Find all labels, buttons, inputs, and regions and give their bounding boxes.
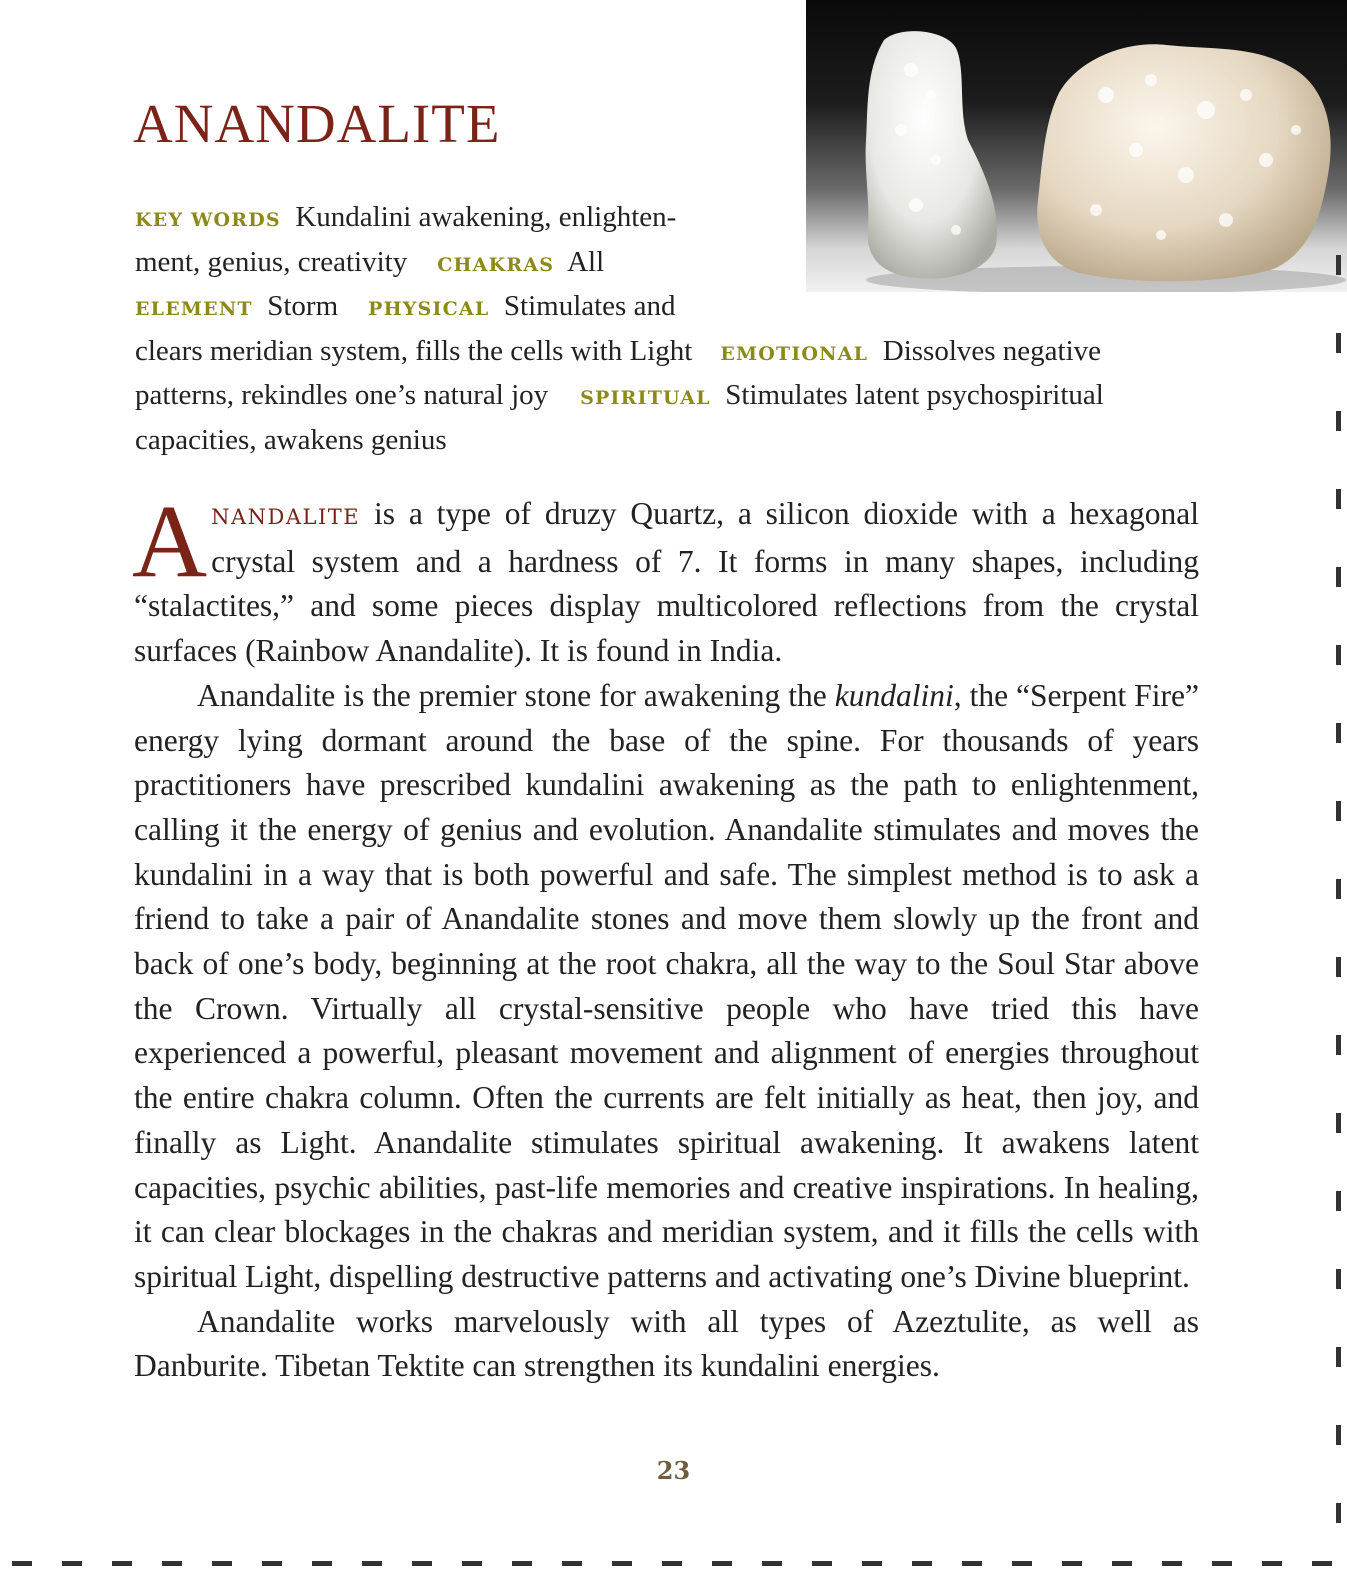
crop-mark <box>712 1561 732 1566</box>
properties-line-1 <box>135 197 1200 242</box>
physical-value: Stimulates and <box>503 290 676 322</box>
crop-mark <box>1112 1561 1132 1566</box>
key-words-value-cont: ment, genius, creativity <box>135 245 408 278</box>
crop-mark <box>1162 1561 1182 1566</box>
crop-mark <box>1336 411 1341 431</box>
paragraph-3: Anandalite works marvelously with all types of Azeztulite, as well as Danburite. Tibetan Tektite can strengthen its kundalini energies. <box>134 1303 1199 1384</box>
crop-mark <box>112 1561 132 1566</box>
emotional-value: Dissolves negative <box>882 334 1102 367</box>
crop-mark <box>762 1561 782 1566</box>
crop-mark <box>1336 567 1341 587</box>
crop-mark <box>1336 255 1341 275</box>
paragraph-2-text-end: , the “Serpent Fire” energy lying dormant around the base of the spine. For thousands of years practitioners have prescribed kundalini awakening as the path to enlightenment, calling it the energy of genius and evolution. Anandalite stimulates and moves the kundalini in a way that is both powerful and safe. The simplest method is to ask a friend to take a pair of Anandalite stones and move them slowly up the front and back of one’s body, beginning at the root chakra, all the way to the Soul Star above the Crown. Virtually all crystal-sensitive people who have tried this have experienced a powerful, pleasant movement and alignment of energies throughout the entire chakra column. Often the currents are felt initially as heat, then joy, and finally as Light. Anandalite stimulates spiritual awakening. It awakens latent capacities, psychic abilities, past-life memories and creative inspirations. In healing, it can clear blockages in the chakras and meridian system, and it fills the cells with spiritual Light, dispelling destructive patterns and activating one’s Divine blueprint. <box>134 677 1199 1294</box>
crop-mark <box>812 1561 832 1566</box>
physical-value-cont: clears meridian system, fills the cells with Light <box>135 334 693 367</box>
key-words-label: KEY WORDS <box>135 209 281 231</box>
crop-mark <box>1212 1561 1232 1566</box>
properties-line-4 <box>135 331 1200 376</box>
crop-mark <box>62 1561 82 1566</box>
page-title: ANANDALITE <box>133 93 501 154</box>
kundalini-italic: kundalini <box>834 677 954 713</box>
crop-mark <box>512 1561 532 1566</box>
emotional-label: EMOTIONAL <box>720 342 869 365</box>
crop-mark <box>1062 1561 1082 1566</box>
crop-mark <box>1262 1561 1282 1566</box>
paragraph-2-text-start: Anandalite is the premier stone for awakening the <box>197 677 835 713</box>
crop-mark <box>612 1561 632 1566</box>
crop-mark <box>262 1561 282 1566</box>
properties-line-6 <box>135 420 1200 462</box>
body-text <box>132 484 1199 1389</box>
crop-mark <box>1012 1561 1032 1566</box>
crop-mark <box>162 1561 182 1566</box>
properties-block <box>135 197 1200 461</box>
spiritual-value-cont: capacities, awakens genius <box>135 423 447 456</box>
crop-mark <box>1336 1503 1341 1523</box>
crop-mark <box>562 1561 582 1566</box>
crop-mark <box>362 1561 382 1566</box>
physical-label: PHYSICAL <box>368 298 490 320</box>
crop-mark <box>412 1561 432 1566</box>
page-number: 23 <box>656 1456 691 1485</box>
crop-mark <box>1336 645 1341 665</box>
paragraph-1-text: is a type of druzy Quartz, a silicon dioxide with a hexagonal crystal system and a hardness of 7. It forms in many shapes, including “stalactites,” and some pieces display multicolored reflections from the crystal surfaces (Rainbow Anandalite). It is found in India. <box>134 496 1199 669</box>
crop-mark <box>1336 1269 1341 1289</box>
properties-line-5 <box>135 375 1200 420</box>
spiritual-value: Stimulates latent psychospiritual <box>725 379 1104 411</box>
crop-mark <box>1336 1035 1341 1055</box>
crop-mark <box>312 1561 332 1566</box>
crop-mark <box>862 1561 882 1566</box>
paragraph-2 <box>134 674 1199 1300</box>
crop-mark <box>1336 1425 1341 1445</box>
crop-mark <box>1312 1561 1332 1566</box>
lead-smallcaps: NANDALITE <box>211 505 361 529</box>
crop-mark <box>1336 333 1341 353</box>
emotional-value-cont: patterns, rekindles one’s natural joy <box>135 379 549 411</box>
chakras-value: All <box>567 245 605 278</box>
crop-mark <box>12 1561 32 1566</box>
properties-line-2 <box>135 242 1200 287</box>
element-value: Storm <box>267 290 339 322</box>
crop-mark <box>1336 723 1341 743</box>
properties-line-3 <box>135 286 1200 331</box>
spiritual-label: SPIRITUAL <box>580 387 711 409</box>
element-label: ELEMENT <box>135 298 253 320</box>
crop-mark <box>1336 801 1341 821</box>
crop-mark <box>1336 1113 1341 1133</box>
crop-mark <box>1336 1347 1341 1367</box>
crop-mark <box>1336 957 1341 977</box>
paragraph-1 <box>132 484 1199 674</box>
crop-mark <box>1336 489 1341 509</box>
chakras-label: CHAKRAS <box>437 253 555 276</box>
crop-mark <box>1336 1191 1341 1211</box>
drop-cap: A <box>132 484 208 599</box>
crop-mark <box>1336 879 1341 899</box>
key-words-value: Kundalini awakening, enlighten- <box>295 201 677 233</box>
crop-mark <box>912 1561 932 1566</box>
crop-mark <box>462 1561 482 1566</box>
crop-mark <box>212 1561 232 1566</box>
crop-mark <box>962 1561 982 1566</box>
crop-mark <box>662 1561 682 1566</box>
